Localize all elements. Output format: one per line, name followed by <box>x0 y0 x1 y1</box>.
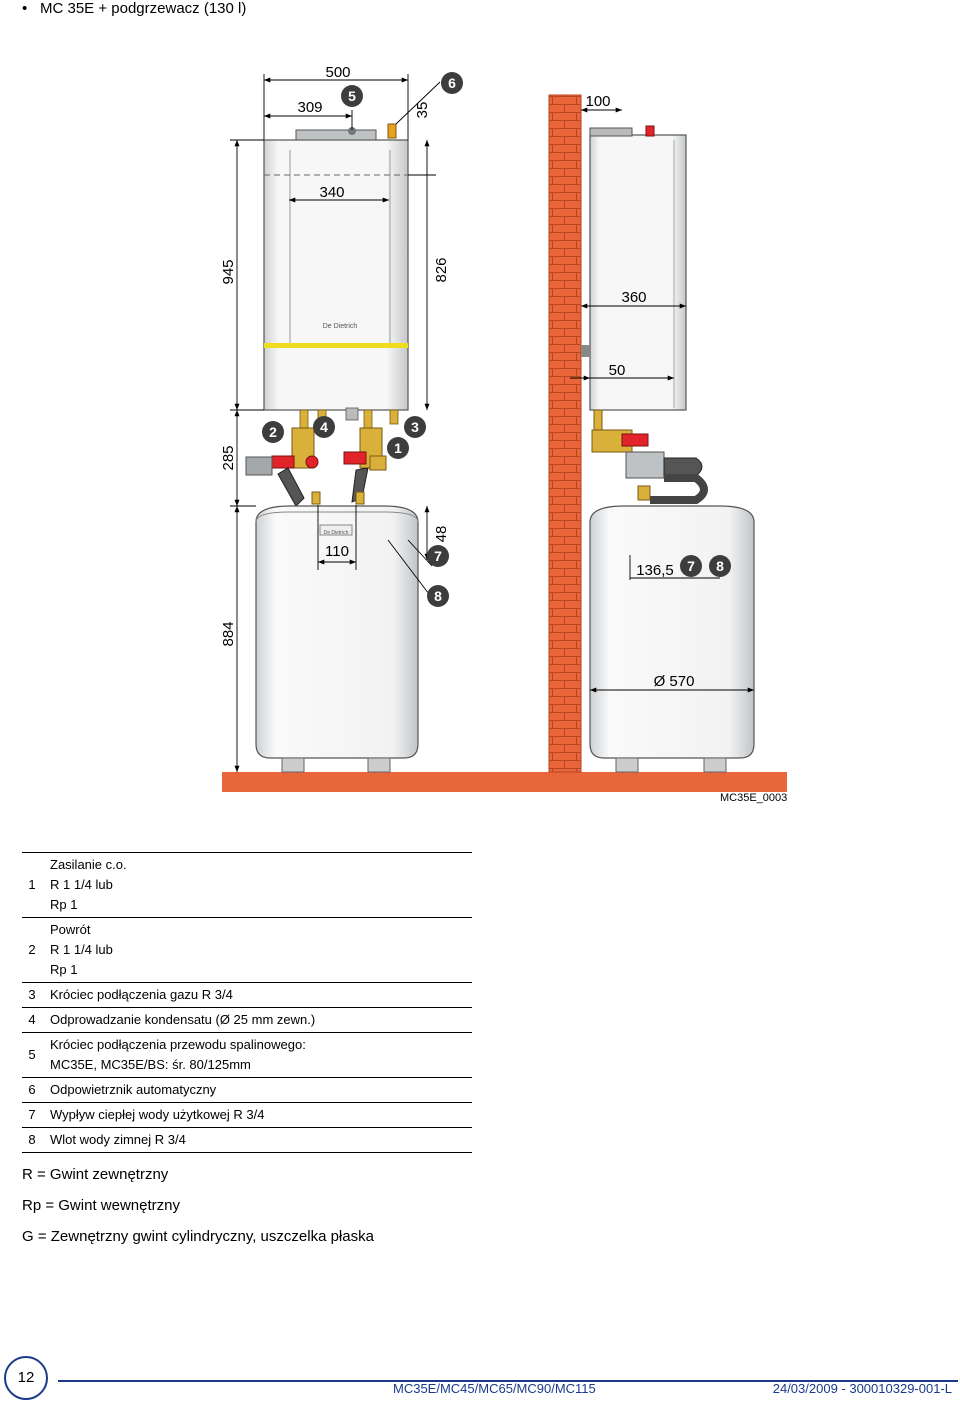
dim-tank-conn-spacing: 110 <box>325 543 349 560</box>
dimension-diagram <box>0 50 960 810</box>
svg-text:7: 7 <box>434 548 442 564</box>
svg-text:4: 4 <box>320 419 328 435</box>
footer-models: MC35E/MC45/MC65/MC90/MC115 <box>393 1381 596 1396</box>
dim-bracket-depth: 50 <box>608 362 626 379</box>
legend-description <box>46 853 472 918</box>
dim-boiler-height: 826 <box>433 257 450 283</box>
tank-side-view <box>590 506 754 772</box>
legend-line: Zasilanie c.o. <box>50 857 127 872</box>
dim-flue-offset: 35 <box>414 101 431 119</box>
dim-wall-distance: 100 <box>585 93 611 110</box>
legend-number: 8 <box>22 1128 46 1153</box>
legend-number: 1 <box>22 853 46 918</box>
legend-row <box>22 853 472 918</box>
callout-badge-7-side <box>680 555 702 577</box>
legend-line: Rp 1 <box>50 897 78 912</box>
page-number: 12 <box>4 1356 48 1400</box>
legend-line: Powrót <box>50 922 91 937</box>
callout-badge-8-front <box>427 585 449 607</box>
legend-row <box>22 1008 472 1033</box>
dim-inner-width: 340 <box>319 184 345 201</box>
svg-text:5: 5 <box>348 88 356 104</box>
legend-row <box>22 1128 472 1153</box>
legend-number: 2 <box>22 918 46 983</box>
brick-wall <box>549 95 581 772</box>
note-r: R = Gwint zewnętrzny <box>22 1166 169 1183</box>
legend-line: Króciec podłączenia przewodu spalinowego: <box>50 1037 306 1052</box>
svg-text:2: 2 <box>269 424 277 440</box>
dim-tank-diameter: Ø 570 <box>653 673 695 690</box>
legend-line: R 1 1/4 lub <box>50 942 113 957</box>
callout-badge-2 <box>262 421 284 443</box>
legend-number: 7 <box>22 1103 46 1128</box>
legend-description <box>46 1008 472 1033</box>
yellow-band <box>264 343 408 348</box>
svg-text:8: 8 <box>716 558 724 574</box>
page-heading <box>22 0 246 17</box>
note-g: G = Zewnętrzny gwint cylindryczny, uszczelka płaska <box>22 1228 374 1245</box>
legend-row <box>22 1103 472 1128</box>
dim-width-total: 500 <box>325 64 351 81</box>
legend-line: Króciec podłączenia gazu R 3/4 <box>50 987 233 1002</box>
svg-text:8: 8 <box>434 588 442 604</box>
legend-line: Odpowietrznik automatyczny <box>50 1082 217 1097</box>
legend-number: 6 <box>22 1078 46 1103</box>
boiler-side-view <box>581 126 704 500</box>
bullet: • <box>22 0 28 17</box>
note-rp: Rp = Gwint wewnętrzny <box>22 1197 180 1214</box>
legend-table <box>22 852 472 1153</box>
dim-height-total: 945 <box>220 259 237 285</box>
brand-label-tank: De Dietrich <box>323 530 349 536</box>
dim-width-left: 309 <box>297 99 323 116</box>
legend-line: R 1 1/4 lub <box>50 877 113 892</box>
legend-description <box>46 1078 472 1103</box>
legend-row <box>22 1033 472 1078</box>
legend-number: 4 <box>22 1008 46 1033</box>
svg-text:7: 7 <box>687 558 695 574</box>
callout-badge-4 <box>313 416 335 438</box>
legend-description <box>46 918 472 983</box>
callout-badge-1 <box>387 437 409 459</box>
footer-reference: 24/03/2009 - 300010329-001-L <box>772 1381 952 1396</box>
callout-badge-5 <box>341 85 363 107</box>
callout-badge-7-front <box>427 545 449 567</box>
legend-line: MC35E, MC35E/BS: śr. 80/125mm <box>50 1057 251 1072</box>
callout-badge-6 <box>441 72 463 94</box>
legend-row <box>22 918 472 983</box>
legend-row <box>22 1078 472 1103</box>
legend-line: Wlot wody zimnej R 3/4 <box>50 1132 186 1147</box>
dim-gap-height: 285 <box>220 445 237 471</box>
heading-text: MC 35E + podgrzewacz (130 l) <box>40 0 247 17</box>
dim-depth: 360 <box>621 289 647 306</box>
legend-description <box>46 983 472 1008</box>
callout-badge-8-side <box>709 555 731 577</box>
legend-description <box>46 1103 472 1128</box>
legend-description <box>46 1128 472 1153</box>
boiler-front-view <box>246 124 408 506</box>
figure-code: MC35E_0003 <box>720 792 788 804</box>
svg-text:6: 6 <box>448 75 456 91</box>
brand-label-boiler: De Dietrich <box>322 323 358 330</box>
svg-text:3: 3 <box>411 419 419 435</box>
dim-tank-conn-depth: 136,5 <box>636 562 674 579</box>
legend-row <box>22 983 472 1008</box>
legend-description <box>46 1033 472 1078</box>
legend-number: 5 <box>22 1033 46 1078</box>
dim-tank-offset: 48 <box>433 525 450 543</box>
callout-badge-3 <box>404 416 426 438</box>
legend-line: Odprowadzanie kondensatu (Ø 25 mm zewn.) <box>50 1012 316 1027</box>
legend-line: Rp 1 <box>50 962 78 977</box>
dim-tank-height: 884 <box>220 621 237 647</box>
legend-number: 3 <box>22 983 46 1008</box>
floor <box>222 772 787 792</box>
legend-line: Wypływ ciepłej wody użytkowej R 3/4 <box>50 1107 265 1122</box>
svg-text:1: 1 <box>394 440 402 456</box>
